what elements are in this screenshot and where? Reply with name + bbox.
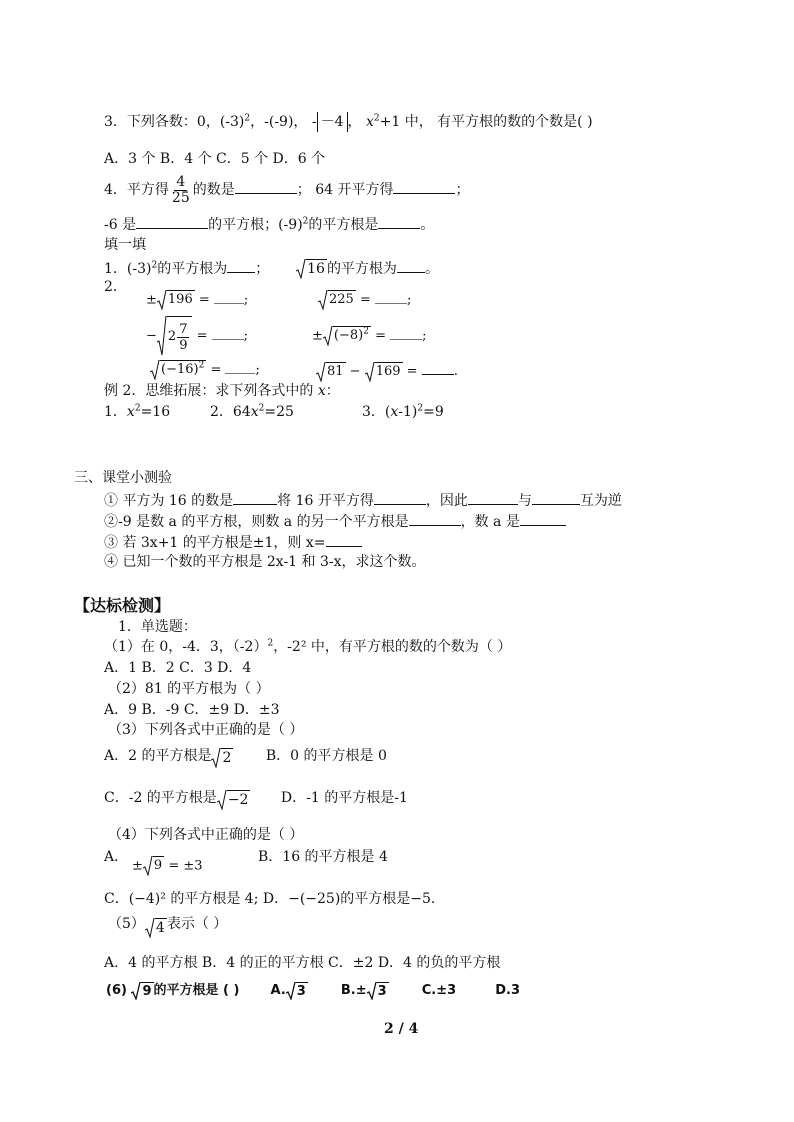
quiz-heading: 三、课堂小测验	[74, 470, 172, 486]
fill-text: 的平方根为	[157, 261, 228, 277]
fraction-numerator: 4	[176, 173, 186, 190]
answer-blank[interactable]	[397, 258, 425, 273]
plus-minus-sign: ±	[146, 292, 157, 308]
fraction-numerator: 7	[179, 321, 188, 337]
option-a: A．2 的平方根是	[104, 748, 212, 764]
fill-text: ；	[255, 261, 270, 277]
quiz-text: ① 平方为 16 的数是	[104, 493, 234, 509]
example-text: -1)	[398, 404, 418, 420]
radicand-base: (−8)	[333, 328, 364, 343]
sub-question-3: （3）下列各式中正确的是（ ）	[108, 722, 304, 738]
expr-sqrt-neg8-squared	[312, 326, 427, 346]
sqrt-symbol	[365, 362, 403, 382]
sqrt-16	[296, 259, 327, 279]
variable-x: x	[390, 404, 399, 420]
fraction-denominator: 9	[179, 337, 188, 353]
plus-minus-sign: ±	[132, 858, 143, 874]
minus-sign: −	[345, 364, 365, 379]
radicand: 4	[155, 920, 165, 936]
fraction	[177, 322, 189, 353]
fill-in-heading: 填一填	[104, 237, 146, 253]
sub-question-1-options: A．1 B．2 C．3 D．4	[104, 660, 252, 676]
quiz-text: ，因此	[425, 493, 468, 509]
sub-question-2: （2）81 的平方根为（ ）	[108, 681, 270, 697]
radicand	[167, 316, 193, 356]
quiz-question-1	[104, 490, 622, 510]
example-2-problem-2	[210, 403, 294, 421]
punctuation: ;	[243, 292, 249, 308]
answer-blank[interactable]	[520, 511, 566, 526]
question-4-line-1	[104, 174, 469, 206]
question-text: 表示（ ）	[166, 916, 228, 932]
sqrt-symbol	[323, 326, 371, 346]
equals-sign: =	[370, 328, 391, 344]
exponent: 2	[363, 326, 369, 337]
option-a: A.	[270, 983, 286, 998]
answer-blank[interactable]	[375, 291, 407, 304]
equals-sign: =	[192, 328, 212, 344]
example-text: 1．	[104, 404, 127, 420]
variable-x: x	[317, 383, 326, 399]
sqrt-symbol	[131, 982, 153, 1000]
exponent: 2	[373, 113, 380, 124]
question-4-line-2	[104, 214, 434, 234]
answer-blank[interactable]	[212, 327, 244, 340]
answer-blank[interactable]	[393, 179, 455, 194]
sqrt-symbol	[157, 316, 193, 356]
absolute-value	[317, 112, 348, 132]
fraction-4-25	[170, 175, 192, 206]
sqrt-symbol	[286, 982, 308, 1000]
punctuation: .	[453, 364, 458, 379]
answer-blank[interactable]	[422, 360, 454, 375]
exponent: 2	[267, 638, 274, 649]
exponent: 2	[417, 403, 424, 414]
example-2-problem-1	[104, 403, 170, 421]
option-d: D.3	[495, 983, 520, 998]
question-3-text: +1 中， 有平方根的数的个数是( )	[379, 114, 593, 130]
sub-question-4-option-a	[132, 856, 203, 876]
equals-sign: =	[402, 364, 422, 379]
single-choice-heading: 1．单选题：	[118, 619, 197, 635]
answer-blank[interactable]	[326, 532, 362, 547]
sub-question-4-option-b: B．16 的平方根是 4	[258, 849, 388, 865]
variable-x: x	[365, 114, 374, 130]
exponent: 2	[198, 360, 205, 371]
exponent: 2	[244, 113, 251, 124]
quiz-text: 将 16 开平方得	[277, 493, 374, 509]
fill-text: 的平方根为	[326, 261, 397, 277]
question-text: ，-2² 中，有平方根的数的个数为（ ）	[273, 639, 512, 655]
question-4-text: -6 是	[104, 217, 137, 233]
answer-blank[interactable]	[468, 490, 518, 505]
quiz-text: ②-9 是数 a 的平方根，则数 a 的另一个平方根是	[104, 514, 409, 530]
question-text: 的平方根是 ( )	[153, 983, 240, 998]
fill-text: 1．(-3)	[104, 261, 152, 277]
absolute-value-content: －4	[320, 114, 344, 130]
variable-x: x	[126, 404, 135, 420]
example-text: =9	[423, 404, 444, 420]
answer-blank[interactable]	[532, 490, 580, 505]
quiz-question-2	[104, 511, 566, 531]
question-text: （1）在 0，-4．3，（-2）	[104, 639, 268, 655]
radicand: 196	[167, 290, 195, 310]
expr-sqrt-mixed-fraction	[146, 316, 248, 357]
question-4-text: 的平方根；(-9)	[208, 217, 303, 233]
page-number: 2 / 4	[384, 1021, 419, 1037]
example-text: =16	[140, 404, 171, 420]
radicand: 81	[326, 362, 346, 382]
radicand: −2	[227, 792, 249, 808]
question-4-text: ； 64 开平方得	[296, 182, 394, 198]
sub-question-5-options: A．4 的平方根 B．4 的正的平方根 C．±2 D．4 的负的平方根	[104, 955, 501, 971]
equals-sign: =	[194, 292, 214, 308]
radicand-base: (−16)	[161, 362, 199, 377]
sub-question-6	[106, 980, 520, 1002]
sqrt-symbol	[143, 856, 164, 876]
radicand: 16	[307, 261, 325, 277]
sub-question-3-options-ab	[104, 744, 387, 768]
example-2-problem-3	[362, 403, 444, 421]
sqrt-symbol	[316, 362, 346, 382]
question-4-text: 4．平方得	[104, 182, 169, 198]
answer-blank[interactable]	[225, 361, 255, 374]
question-4-text: 。	[420, 217, 435, 233]
sqrt-symbol	[367, 982, 389, 1000]
example-text: 2．64	[210, 404, 251, 420]
option-d: D．-1 的平方根是-1	[280, 790, 408, 806]
fill-item-1	[104, 258, 439, 279]
quiz-text: ，数 a 是	[460, 514, 520, 530]
sub-question-5	[108, 912, 227, 938]
question-4-text: 的数是	[192, 182, 235, 198]
answer-blank[interactable]	[235, 179, 297, 194]
radicand: 2	[222, 750, 232, 766]
expr-sqrt-225	[318, 290, 411, 310]
quiz-text: ③ 若 3x+1 的平方根是±1，则 x=	[104, 535, 326, 551]
radicand: 9	[153, 856, 164, 876]
sqrt-symbol	[150, 360, 206, 380]
answer-blank[interactable]	[378, 214, 420, 229]
sub-question-4-options-cd: C．(−4)² 的平方根是 4; D．−(−25)的平方根是−5．	[104, 891, 445, 907]
radicand: 3	[377, 983, 387, 999]
minus-sign: −	[146, 328, 157, 344]
option-c: C.±3	[421, 983, 457, 998]
question-4-text: 的平方根是	[308, 217, 379, 233]
sub-question-1	[104, 638, 511, 656]
sqrt-symbol	[318, 290, 356, 310]
sub-question-4: （4）下列各式中正确的是（ ）	[108, 827, 304, 843]
expr-sqrt-196	[146, 290, 248, 310]
radicand: 9	[142, 983, 152, 999]
exponent: 2	[151, 260, 158, 271]
separator: ，	[347, 114, 362, 130]
example-2-title	[104, 382, 340, 400]
option-a-rest: = ±3	[164, 858, 203, 874]
question-text: （5）	[108, 916, 145, 932]
sqrt-symbol	[217, 790, 251, 810]
minus-sign: -	[311, 114, 317, 130]
equals-sign: =	[355, 292, 375, 308]
expr-sqrt-neg16-squared	[150, 360, 260, 380]
question-4-text: ；	[455, 182, 470, 198]
sub-question-3-options-cd	[104, 786, 408, 810]
equals-sign: =	[206, 362, 226, 378]
question-3-options: A．3 个 B．4 个 C．5 个 D．6 个	[104, 151, 326, 167]
punctuation: ;	[422, 328, 427, 344]
quiz-text: 互为逆	[579, 493, 622, 509]
sub-question-2-options: A．9 B．-9 C．±9 D．±3	[104, 702, 280, 718]
option-c: C．-2 的平方根是	[104, 790, 217, 806]
question-text: (6)	[106, 983, 132, 998]
answer-blank[interactable]	[136, 214, 208, 229]
answer-blank[interactable]	[374, 490, 426, 505]
question-3-text: 3．下列各数：0，(-3)	[104, 114, 245, 130]
answer-blank[interactable]	[409, 511, 461, 526]
question-3	[104, 112, 593, 132]
radicand: 3	[296, 983, 306, 999]
punctuation: ;	[243, 328, 249, 344]
fill-item-2-label: 2．	[104, 279, 127, 295]
punctuation: ;	[407, 292, 412, 308]
sqrt-symbol	[145, 918, 167, 938]
exponent: 2	[258, 403, 265, 414]
quiz-question-3	[104, 532, 362, 552]
radicand	[160, 360, 206, 380]
quiz-question-4: ④ 已知一个数的平方根是 2x-1 和 3-x，求这个数。	[104, 554, 426, 570]
sqrt-symbol	[211, 748, 233, 768]
radicand: 169	[375, 362, 403, 382]
example-text: =25	[264, 404, 294, 420]
plus-minus-sign: ±	[312, 328, 323, 344]
answer-blank[interactable]	[233, 490, 277, 505]
option-b: B．0 的平方根是 0	[265, 748, 387, 764]
radicand: 225	[328, 290, 356, 310]
answer-blank[interactable]	[390, 327, 422, 340]
answer-blank[interactable]	[227, 258, 255, 273]
exponent: 2	[302, 216, 309, 227]
whole-part: 2	[167, 329, 177, 344]
answer-blank[interactable]	[214, 291, 244, 304]
punctuation: ;	[255, 362, 260, 378]
radicand	[333, 326, 371, 346]
question-3-text: ，-(-9)，	[250, 114, 308, 130]
assessment-heading: 【达标检测】	[74, 596, 171, 615]
example-text: 3．(	[362, 404, 391, 420]
fill-text: 。	[424, 261, 439, 277]
fraction-denominator: 25	[171, 189, 190, 206]
sqrt-symbol	[157, 290, 195, 310]
expr-sqrt-81-minus-sqrt-169	[316, 360, 458, 382]
exponent: 2	[134, 403, 141, 414]
variable-x: x	[250, 404, 259, 420]
example-text: ：	[325, 383, 340, 399]
quiz-text: 与	[517, 493, 532, 509]
example-text: 例 2．思维拓展：求下列各式中的	[104, 383, 318, 399]
sub-question-4-option-a-label: A．	[104, 849, 129, 865]
option-b: B.±	[340, 983, 367, 998]
